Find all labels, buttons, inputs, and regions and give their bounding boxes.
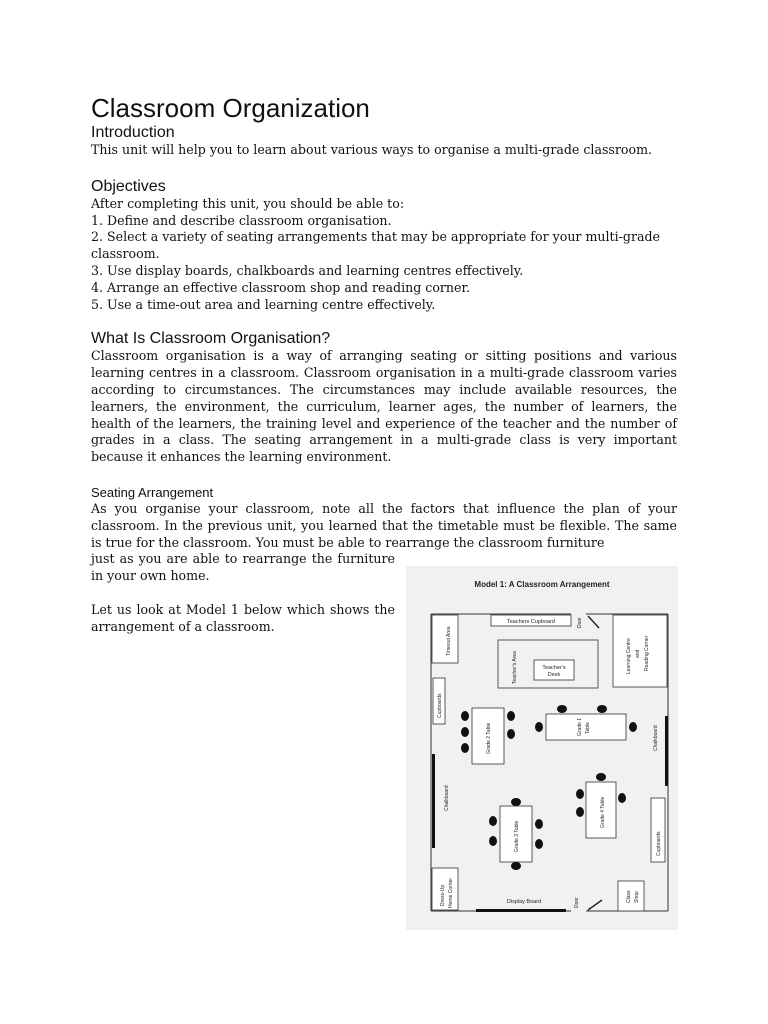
teachers-desk-label-2: Desk bbox=[547, 672, 561, 678]
figure-caption: Model 1: A Classroom Arrangement bbox=[474, 580, 610, 589]
teachers-desk-label-1: Teacher's bbox=[542, 665, 566, 671]
chalkboard-right bbox=[665, 716, 668, 786]
seating-heading: Seating Arrangement bbox=[91, 484, 214, 500]
dressup-label-2: Home Corner bbox=[448, 877, 454, 908]
classroom-model-figure bbox=[406, 566, 678, 930]
grade2-table-group bbox=[461, 708, 515, 764]
chalkboard-left bbox=[432, 754, 435, 848]
cupboards-left-label: Cupboards bbox=[437, 693, 443, 718]
grade2-label: Grade 2 Table bbox=[486, 722, 492, 754]
learning-centre-label-1: Learning Centre bbox=[626, 638, 632, 674]
display-board bbox=[476, 909, 566, 912]
door-top-swing bbox=[588, 616, 599, 628]
what-is-text: Classroom organisation is a way of arranging seating or sitting positions and various learning centres in a classroom. Classroom organisation in a multi-grade classroom varies according to circumstances. The circumstances may include available resources, the learners, the environment, the curriculum, learner ages, the number of learners, the health of the learners, the training level and experience of the teacher and the number of grades in a class. The seating arrangement in a multi-grade class is very important because it enhances the learning environment. bbox=[91, 348, 677, 465]
grade1-table-group bbox=[535, 705, 637, 740]
objective-item: 2. Select a variety of seating arrangements that may be appropriate for your multi-grade classroom. bbox=[91, 229, 660, 262]
grade1-label-2: Table bbox=[585, 722, 591, 734]
chalkboard-right-label: Chalkboard bbox=[653, 725, 659, 751]
timeout-area-label: Timeout Area bbox=[446, 626, 452, 656]
timeout-area bbox=[432, 615, 458, 663]
teachers-cupboard-label: Teachers Cupboard bbox=[506, 619, 556, 625]
grade4-table-group bbox=[576, 773, 626, 838]
learning-centre-label-3: Reading Corner bbox=[644, 635, 650, 671]
objective-item: 1. Define and describe classroom organisation. bbox=[91, 212, 392, 228]
grade1-label-1: Grade 1 bbox=[577, 717, 583, 736]
seating-model-text: Let us look at Model 1 below which shows the arrangement of a classroom. bbox=[91, 601, 395, 634]
learning-centre-label-2: and bbox=[635, 649, 641, 658]
objectives-list bbox=[91, 213, 677, 314]
door-bottom-label: Door bbox=[574, 897, 580, 908]
introduction-heading: Introduction bbox=[91, 124, 175, 141]
seating-text-continued: just as you are able to rearrange the furniture in your own home. bbox=[91, 551, 395, 584]
introduction-text: This unit will help you to learn about various ways to organise a multi-grade classroom. bbox=[91, 142, 653, 157]
dressup-label-1: Dress-Up bbox=[440, 884, 446, 906]
grade3-label: Grade 3 Table bbox=[514, 820, 520, 852]
class-shop-label-1: Class bbox=[626, 890, 632, 903]
document-page bbox=[91, 92, 677, 636]
objectives-lead: After completing this unit, you should be able to: bbox=[91, 195, 405, 211]
door-bottom-swing bbox=[588, 900, 602, 910]
what-is-heading: What Is Classroom Organisation? bbox=[91, 330, 331, 348]
objective-item: 5. Use a time-out area and learning centre effectively. bbox=[91, 296, 436, 312]
seating-text: As you organise your classroom, note all the factors that influence the plan of your classroom. In the previous unit, you learned that the timetable must be flexible. The same is true for the classroom. You must be able to rearrange the classroom furniture bbox=[91, 500, 677, 550]
seating-left-column bbox=[91, 551, 395, 635]
page-title: Classroom Organization bbox=[91, 93, 370, 123]
objective-item: 4. Arrange an effective classroom shop and reading corner. bbox=[91, 279, 471, 295]
class-shop-label-2: Shop bbox=[634, 891, 640, 903]
cupboards-right-label: Cupboards bbox=[656, 831, 662, 856]
objectives-heading: Objectives bbox=[91, 177, 166, 195]
grade4-label: Grade 4 Table bbox=[600, 796, 606, 828]
classroom-diagram bbox=[406, 566, 678, 930]
door-top-label: Door bbox=[577, 617, 583, 628]
chalkboard-left-label: Chalkboard bbox=[444, 785, 450, 811]
objective-item: 3. Use display boards, chalkboards and learning centres effectively. bbox=[91, 262, 524, 278]
teachers-area-label: Teacher's Area bbox=[512, 651, 518, 684]
grade3-table-group bbox=[489, 798, 543, 870]
display-board-label: Display Board bbox=[506, 899, 542, 905]
